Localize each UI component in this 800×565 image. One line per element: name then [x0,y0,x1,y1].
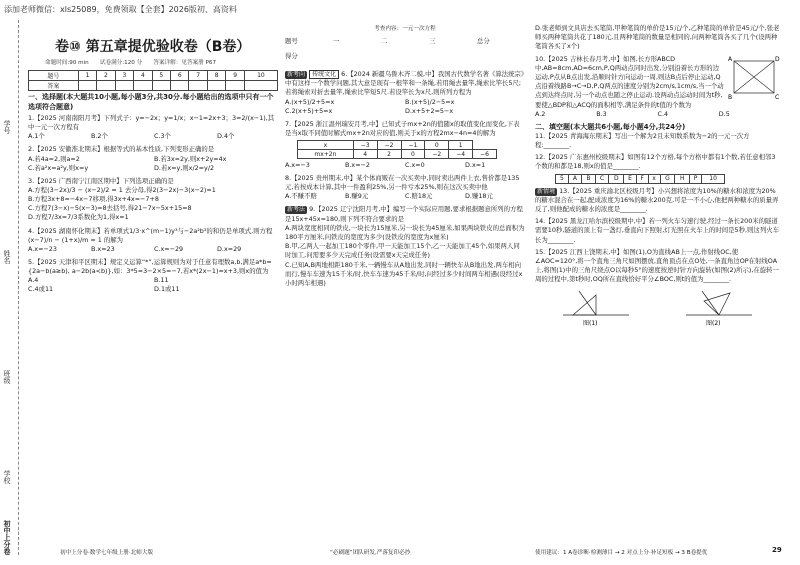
question-10 [535,55,780,110]
q12-grid-cell: x [648,174,660,183]
q10-option-d[interactable]: D.5 [718,109,730,118]
fig-label-b: B [728,93,733,101]
q10-options [535,110,780,119]
q15-figure-1 [561,287,631,327]
question-7: 7.【2025 浙江温州瑞安月考,中】已知式子mx+2n的值随x的取值变化而变化,下表是当x取不同值时解式mx+2n对应的值,则关于x的方程2mx−4n=4的解为 [285,119,520,137]
q6-option-a[interactable]: A.(x+5)/2+5=x [285,97,335,106]
q7-option-d[interactable]: D.x=1 [465,161,486,170]
q6-badge: 新考向 [287,71,306,78]
title-text: 第五章提优验收卷（B卷） [85,39,251,55]
q7-x-cell: x [298,141,354,150]
q10-figure [728,55,780,101]
question-4: 4.【2025 湖南怀化期末】若单项式1/3·x^(m−1)y³与−2a²b³的和仍是单项式,则方程(x−7)/n − (1+x)/m = 1 的解为 [28,226,273,244]
q10-option-c[interactable]: C.4 [657,109,669,118]
ray-oc-2 [702,291,719,315]
q7-option-b[interactable]: B.x=−2 [345,161,370,170]
q9-badge: 新考法 [287,206,306,214]
footer-mid: “必刷题”团队研发,严落复印必抄 [330,550,411,556]
q7-x-cell: 0 [425,141,449,150]
footer-right: 使用建议：1 A卷诊断·检测薄目 → 2 对点上分·补足短板 → 3 B卷提优 [535,550,708,556]
score-header-cell: 10 [244,71,277,81]
q2-options-1 [28,155,280,164]
section1-title: 一、选择题(本大题共10小题,每小题3分,共30分.每小题给出的选项中只有一个选项符合题意) [28,93,274,111]
footer-left: 初中上分卷·数学七年级上册·北师大版 [60,550,154,556]
q15-figure-2 [684,287,754,327]
answer-cell[interactable] [207,81,225,91]
q7-options [285,161,525,170]
page-number: 29 [772,546,782,554]
q7-x-cell: 1 [449,141,473,150]
q12-grid-cell: B [582,174,596,183]
q12-grid-cell: 10 [702,174,725,183]
q6-options-2 [285,107,525,116]
score-header-cell: 1 [78,71,96,81]
q3-option-a[interactable]: A.方程(3−2x)/3 − (x−2)/2 = 1 去分母,得2(3−2x)−3(x−2)=1 [28,185,216,194]
score-header-cell: 2 [97,71,115,81]
q9-option-b[interactable]: B.甲,乙两人一起加工180个零件,甲一天能加工15个,乙一天能加工45个,如果两人同时加工,问需要多少天完成任务(设需要x天完成任务) [285,242,520,260]
question-8: 8.【2025 贵州期末,中】某个体商贩在一次买卖中,同时卖出两件上衣,售价都是135元,若按成本计算,其中一件盈利25%,另一件亏本25%,则在这次买卖中他 [285,174,520,192]
q4-option-a[interactable]: A.x=−23 [28,245,57,254]
score-table [28,70,278,91]
score-header-cell: 6 [171,71,189,81]
q13-badge: 新情境 [537,187,556,195]
q1-option-d[interactable]: D.4个 [217,132,235,141]
q7-value-cell: mx+2n [298,150,354,159]
score-header-cell: 3 [115,71,133,81]
set-square-shape [573,295,596,315]
q9-option-d[interactable]: D.张老师到文具店去买笔筒,甲种笔筒的单价是15元/个,乙种笔筒的单价是45元/个,张老师买两种笔筒共花了180元,且两种笔筒的数量是相同的,问两种笔筒各买了几个(设两种笔筒各买了x个) [535,24,780,51]
q10-option-a[interactable]: A.2 [535,109,546,118]
q12-grid-cell: C [595,174,609,183]
q6-option-b[interactable]: B.(x+5)/2−5=x [405,97,455,106]
question-12: 12.【2025 广东惠州校级期末】如图有12个方格,每个方格中都有1个数,若任意相邻3个数的和都是18,则x的值是________. [535,153,776,171]
question-6 [285,70,525,98]
q6-text: 6.【2024 新疆乌鲁木齐二模,中】我国古代数学名著《算法统宗》中有这样一个数学问题,其大意是现有一根竿和一条绳,若用绳去量竿,绳索比竿长5尺;若将绳索对折去量竿,绳索比竿短5尺.若设竿长为x尺,则所列方程为 [285,70,525,97]
fig1-caption: 图(1) [583,319,598,327]
q10-text: 10.【2025 吉林长春月考,中】如图,长方形ABCD中,AB=8cm,AD=6cm,P,Q两动点同时出发,分别沿着长方形的边运动,P点从B点出发,沿顺时针方向运动一周,则达B点后停止运动,Q点沿着线路B→C→D,P,Q两点的速度分别为2cm/s,1cm/s,当一个动点到达终点时,另一个动点也随之停止运动.设两动点运动时间为t秒,要使△BDP和△ACQ的面积相等,满足条件的t值的个数为 [535,54,724,109]
grade-row-label: 得分 [285,52,298,60]
sidebar-label-id: 学号 [3,120,11,134]
answer-cell[interactable] [115,81,133,91]
score-header-cell: 4 [134,71,152,81]
sidebar [0,0,18,565]
sidebar-brand: 初中上分卷 [3,520,11,555]
q9-option-a[interactable]: A.两块宽度相同的铁皮,一块长为15厘米,另一块长为45厘米,如果两块铁皮的总面积为180平方厘米,问铁皮的宽度为多少(设铁皮的宽度为x厘米) [285,223,525,242]
score-header-cell: 9 [226,71,244,81]
q12-grid-cell: P [689,174,701,183]
q7-x-cell: −3 [353,141,377,150]
q5-option-b[interactable]: B.11 [154,276,169,285]
question-2: 2.【2025 安徽淮北期末】根据等式的基本性质,下列变形正确的是 [28,145,215,154]
q2-option-a[interactable]: A.若4a=2,则a=2 [28,154,80,163]
answer-cell[interactable] [97,81,115,91]
answer-cell[interactable] [244,81,277,91]
answer-cell[interactable] [152,81,170,91]
sidebar-label-school: 学校 [3,470,11,484]
q12-grid [555,174,725,184]
q3-option-b[interactable]: B.方程3x+8=−4x−7移项,得3x+4x=−7+8 [28,195,159,204]
q6-option-c[interactable]: C.2(x+5)+5=x [285,106,333,115]
q12-grid-cell: G [660,174,675,183]
q4-option-b[interactable]: B.x=23 [91,245,115,254]
answer-cell[interactable] [226,81,244,91]
q3-option-d[interactable]: D.方程7/3x=7/3系数化为1,得x=1 [28,213,129,222]
q1-option-a[interactable]: A.1个 [28,132,45,141]
q8-option-a[interactable]: A.不赚不赔 [285,192,317,201]
q2-option-b[interactable]: B.若3x=2y,则x+2y=4x [154,154,227,163]
score-header-cell: 题号 [29,71,79,81]
question-15: 15.【2025 江西上饶期末,中】如图(1),O为直线AB上一点,作射线OC,使∠AOC=120°,将一个直角三角尺如图摆放,直角顶点在点O处,一条直角边OP在射线OA上,将图(1)中的三角尺绕点O以每秒5°的速度按逆时针方向旋转(如图(2)所示),在旋转一周的过程中,第t秒时,OQ所在直线恰好平分∠BOC,则t的值为________. [535,247,779,284]
exam-meta: 命题时间:90 min 试卷满分:120 分 答案详解：见答案册 P67 [45,60,217,66]
q7-table [297,140,497,159]
q4-options [28,245,280,254]
sidebar-label-name: 姓名 [3,250,11,264]
fig2-caption: 图(2) [705,319,721,327]
q12-grid-cell: E [624,174,637,183]
q5-option-a[interactable]: A.4 [28,276,39,285]
answer-cell[interactable] [78,81,96,91]
grade-col-3: 三 [429,37,436,45]
sidebar-label-class: 班级 [3,370,11,384]
score-header-cell: 8 [207,71,225,81]
q4-option-c[interactable]: C.x=−29 [154,245,184,254]
q1-option-b[interactable]: B.2个 [91,132,108,141]
page-title [55,36,250,56]
question-14: 14.【2025 黑龙江哈尔滨校级期中,中】若一列火车匀速行驶,经过一条长200米的隧道需要10秒,隧道的顶上有一盏灯,垂直向下照射,灯光照在火车上的时间是5秒,则这列火车长为________. [535,217,779,244]
q3-option-c[interactable]: C.方程7(3−x)−5(x−3)=8去括号,得21−7x−5x+15=8 [28,204,192,213]
answer-cell[interactable] [189,81,207,91]
content-subtitle: 考查内容：一元一次方程 [374,26,436,32]
q7-option-a[interactable]: A.x=−3 [285,161,310,170]
question-3: 3.【2025 广西南宁江南区期中】下列选项正确的是 [28,176,174,185]
q6-options-1 [285,98,525,107]
middle-column [285,24,525,288]
fig-label-d: D [775,55,780,63]
watermark-text: 添加老师微信：xls25089，免费领取【全套】2026版初、高资料 [4,5,237,14]
q9-option-c[interactable]: C.已知A,B两地相距180千米,一辆慢车从A地出发,同时一辆快车从B地出发,两车相向而行,慢车车速为15千米/时,快车车速为45千米/时,问经过多少时间两车相遇(设经过x小时两车相遇) [285,260,523,288]
q7-value-cell: −6 [473,150,497,159]
grade-col-0: 题号 [285,37,298,45]
right-column [535,24,780,327]
question-1: 1.【2025 河南南阳月考】下列式子：y=−2x；y=1/x；x−1=2x+3；3=2/(x−1),其中一元一次方程有 [28,114,275,132]
q6-option-d[interactable]: D.x+5+2=5−x [405,106,454,115]
q5-options-2 [28,285,280,294]
q2-options-2 [28,164,280,173]
q7-option-c[interactable]: C.x=0 [405,161,425,170]
q6-tag: 传统文化 [309,70,339,79]
q10-option-b[interactable]: B.3 [596,109,607,118]
fig-label-c: C [775,93,780,101]
score-row-label: 答案 [29,81,79,91]
grade-header [285,36,525,45]
ray-oc [579,291,596,315]
left-column [28,92,280,294]
q7-value-cell: −4 [449,150,473,159]
q4-option-d[interactable]: D.x=29 [217,245,242,254]
q7-value-cell: 4 [353,150,377,159]
q1-options [28,132,280,141]
question-13 [535,187,780,215]
q2-option-d[interactable]: D.若x=y,则x/2=y/2 [154,163,215,172]
q12-grid-cell: F [636,174,648,183]
q8-option-b[interactable]: B.赚9元 [345,192,369,201]
q7-x-cell: −2 [377,141,401,150]
q13-text: 13.【2025 重庆渝北区校级月考】小兴想将浓度为10%的糖水和浓度为20%的糖水混合在一起,配成浓度为16%的糖水200克,可是一不小心,他把两种糖水的质量弄反了,则他配成的糖水的浓度是________. [535,186,779,214]
q12-grid-cell: H [675,174,690,183]
q12-grid-cell: D [609,174,624,183]
volume-label: 卷⑩ [55,39,81,55]
q1-option-c[interactable]: C.3个 [154,132,171,141]
q2-option-c[interactable]: C.若a²x=a²y,则x=y [28,163,89,172]
q7-value-cell: 0 [401,150,425,159]
q5-option-d[interactable]: D.1或11 [154,285,180,294]
q12-grid-cell: 5 [556,174,569,183]
q9-text: 9.【2025 辽宁沈阳月考,中】编写一个实际应用题,要求根据题意所列的方程是15x+45x=180,则下列不符合要求的是 [285,205,523,223]
grade-col-2: 二 [381,37,388,45]
q5-option-c[interactable]: C.4或11 [28,285,54,294]
cut-line [18,20,19,555]
q7-value-cell: −2 [425,150,449,159]
q12-grid-cell: A [568,174,581,183]
q15-figures [535,287,780,327]
q8-options [285,192,525,201]
answer-cell[interactable] [134,81,152,91]
section2-title: 二、填空题(本大题共6小题,每小题4分,共24分) [535,122,686,131]
q7-value-cell: 2 [377,150,401,159]
score-header-cell: 7 [189,71,207,81]
score-header-cell: 5 [152,71,170,81]
q8-option-c[interactable]: C.赔18元 [405,192,433,201]
fig-label-a: A [728,55,733,63]
question-5: 5.【2025 天津和平区期末】规定义运算“*”,运算规则为对于任意有理数a,b,满足a*b={2a−b(a≥b), a−2b(a<b)},如：3*5=3−2×5=−7,若x*(2x−1)=x+3,则x的值为 [28,258,272,276]
grade-col-4: 总分 [477,37,490,45]
question-11: 11.【2025 青海海东期末】写出一个解为2且未知数系数为−2的一元一次方程:________. [535,131,750,150]
grade-col-1: 一 [333,37,340,45]
answer-cell[interactable] [171,81,189,91]
question-9 [285,205,525,223]
q7-x-cell: −1 [401,141,425,150]
q8-option-d[interactable]: D.赚18元 [465,192,493,201]
